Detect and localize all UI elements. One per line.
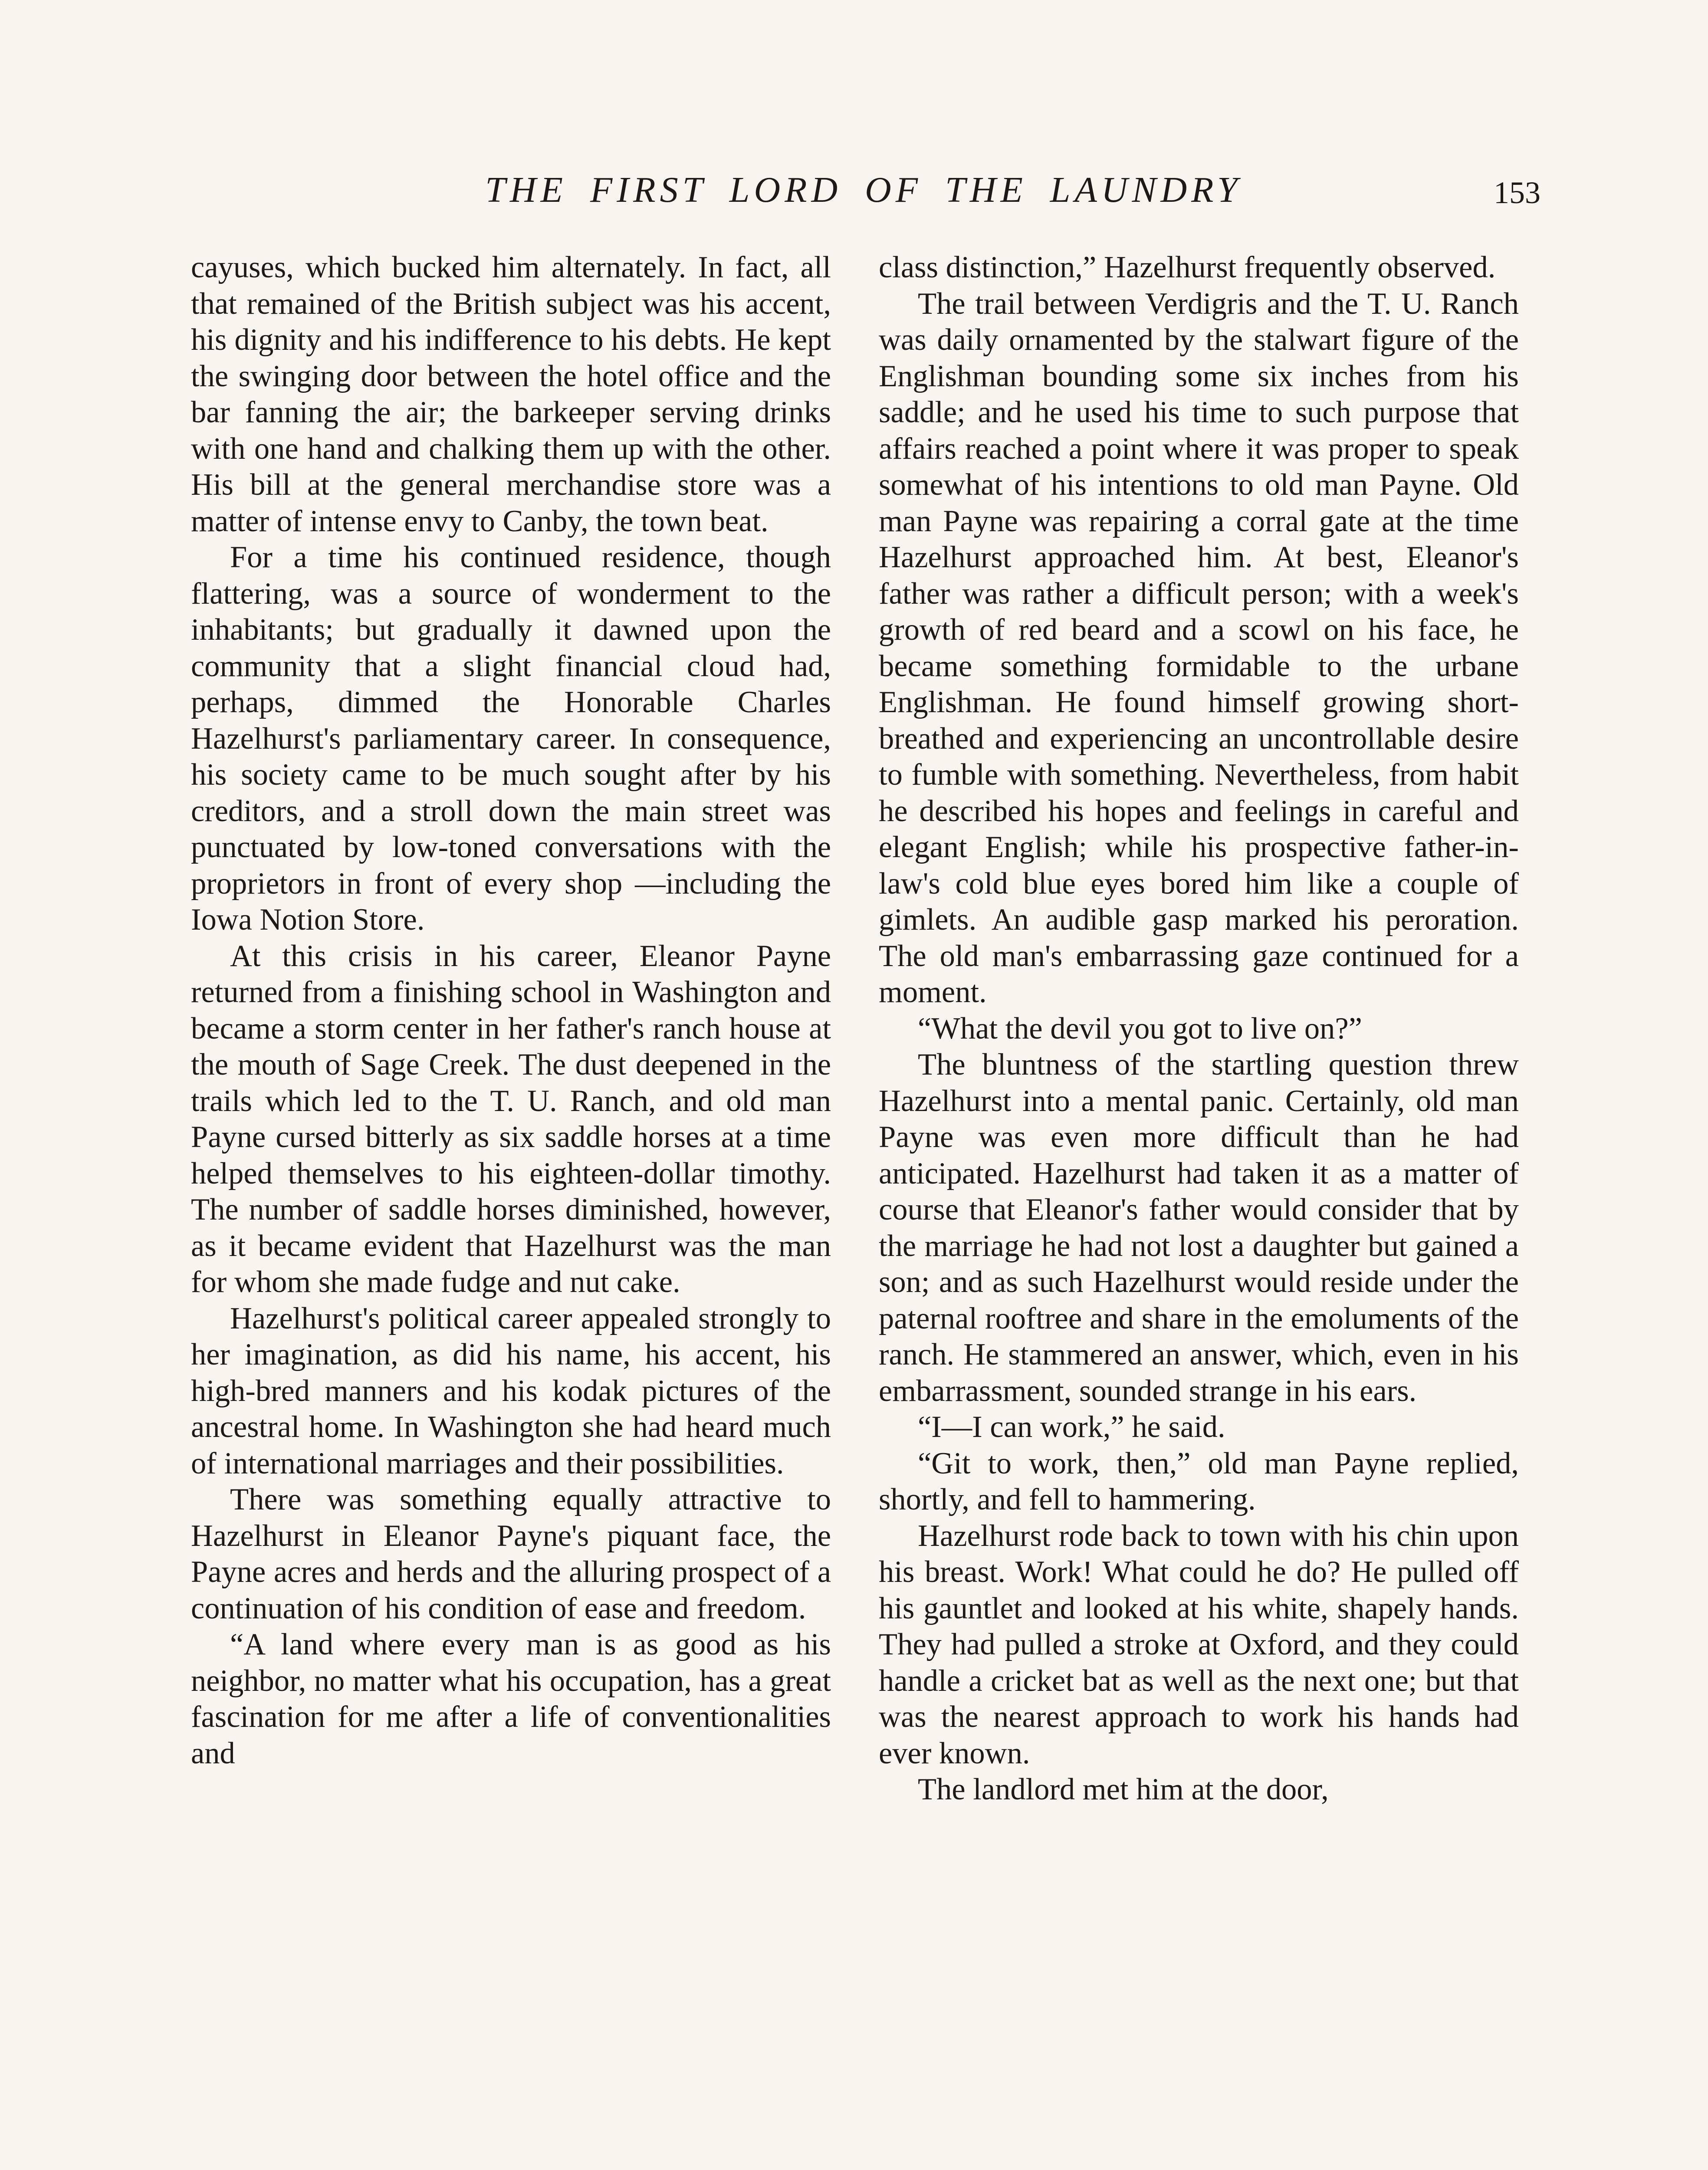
page-number: 153: [1494, 175, 1540, 210]
paragraph: cayuses, which bucked him alternately. In fact, all that remained of the British subject was his accent, his dignity and his indifference to his debts. He kept the swinging door between the hotel office and the bar fanning the air; the barkeeper serving drinks with one hand and chalking them up with the other. His bill at the general merchandise store was a matter of intense envy to Canby, the town beat.: [191, 250, 831, 538]
paragraph: Hazelhurst's political career appealed strongly to her imagination, as did his name, his accent, his high-bred manners and his kodak pictures of the ancestral home. In Washington she had heard much of international marriages and their possibilities.: [191, 1301, 831, 1480]
right-text-column: [879, 250, 1519, 1808]
page-header: [187, 164, 1540, 216]
paragraph: “Git to work, then,” old man Payne replied, shortly, and fell to hammering.: [879, 1446, 1519, 1516]
paragraph: “I—I can work,” he said.: [918, 1410, 1225, 1444]
paragraph: “What the devil you got to live on?”: [918, 1011, 1362, 1046]
running-title: THE FIRST LORD OF THE LAUNDRY: [485, 170, 1242, 210]
paragraph: There was something equally attractive to Hazelhurst in Eleanor Payne's piquant face, the Payne acres and herds and the alluring prospect of a continuation of his condition of ease and freedom.: [191, 1483, 831, 1625]
paragraph: The bluntness of the startling question threw Hazelhurst into a mental panic. Certainly, old man Payne was even more difficult than he had anticipated. Hazelhurst had taken it as a matter of course that Eleanor's father would consider that by the marriage he had not lost a daughter but gained a son; and as such Hazelhurst would reside under the paternal rooftree and share in the emoluments of the ranch. He stammered an answer, which, even in his embarrassment, sounded strange in his ears.: [879, 1048, 1519, 1408]
left-text-column: [191, 250, 831, 1772]
paragraph: At this crisis in his career, Eleanor Payne returned from a finishing school in Washington and became a storm center in her father's ranch house at the mouth of Sage Creek. The dust deepened in the trails which led to the T. U. Ranch, and old man Payne cursed bitterly as six saddle horses at a time helped themselves to his eighteen-dollar timothy. The number of saddle horses diminished, however, as it became evident that Hazelhurst was the man for whom she made fudge and nut cake.: [191, 939, 831, 1299]
paragraph: The trail between Verdigris and the T. U. Ranch was daily ornamented by the stalwart figure of the Englishman bounding some six inches from his saddle; and he used his time to such purpose that affairs reached a point where it was proper to speak somewhat of his intentions to old man Payne. Old man Payne was repairing a corral gate at the time Hazelhurst approached him. At best, Eleanor's father was rather a difficult person; with a week's growth of red beard and a scowl on his face, he became something formidable to the urbane Englishman. He found himself growing short-breathed and experiencing an uncontrollable desire to fumble with something. Nevertheless, from habit he described his hopes and feelings in careful and elegant English; while his prospective father-in-law's cold blue eyes bored him like a couple of gimlets. An audible gasp marked his peroration. The old man's embarrassing gaze continued for a moment.: [879, 286, 1519, 1009]
paragraph: The landlord met him at the door,: [918, 1772, 1329, 1806]
paragraph: For a time his continued residence, though flattering, was a source of wonderment to the inhabitants; but gradually it dawned upon the community that a slight financial cloud had, perhaps, dimmed the Honorable Charles Hazelhurst's parliamentary career. In consequence, his society came to be much sought after by his creditors, and a stroll down the main street was punctuated by low-toned conversations with the proprietors in front of every shop —including the Iowa Notion Store.: [191, 540, 831, 937]
paragraph: “A land where every man is as good as his neighbor, no matter what his occupation, has a great fascination for me after a life of conventionalities and: [191, 1628, 831, 1770]
paragraph: class distinction,” Hazelhurst frequently observed.: [879, 250, 1496, 284]
paragraph: Hazelhurst rode back to town with his chin upon his breast. Work! What could he do? He pulled off his gauntlet and looked at his white, shapely hands. They had pulled a stroke at Oxford, and they could handle a cricket bat as well as the next one; but that was the nearest approach to work his hands had ever known.: [879, 1519, 1519, 1770]
